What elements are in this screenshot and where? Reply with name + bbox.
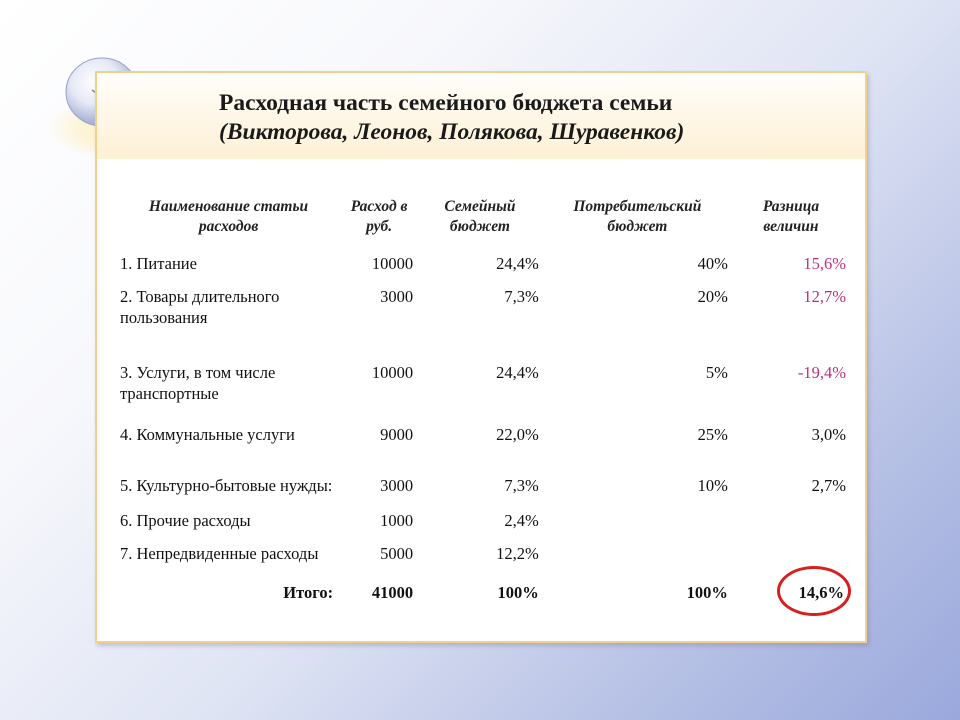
row-consumer-budget [543,502,732,537]
row-difference: 15,6% [803,254,846,273]
header-family-budget: Семейный бюджет [444,198,516,235]
row-difference: 12,7% [803,287,846,306]
row-family-budget: 24,4% [496,254,539,273]
title-line-1: Расходная часть семейного бюджета семьи [219,90,673,116]
total-row [116,570,850,609]
slide-title [219,89,849,147]
table-row [116,410,850,451]
table-row [116,247,850,280]
row-consumer-budget: 40% [697,254,728,273]
total-label: Итого: [283,583,334,602]
row-name: 2. Товары длительного пользования [120,287,280,327]
row-difference [732,502,850,537]
title-band [97,73,865,159]
row-consumer-budget: 25% [697,425,728,444]
table-row [116,537,850,570]
header-consumer-budget: Потребительский бюджет [573,198,702,235]
row-consumer-budget: 5% [705,363,728,382]
total-expense: 41000 [371,583,414,602]
row-family-budget: 12,2% [496,544,539,563]
table-row [116,280,850,334]
row-name: 3. Услуги, в том числе транспортные [120,363,276,403]
row-name: 4. Коммунальные услуги [120,425,295,444]
row-difference: 2,7% [811,476,846,495]
table-row [116,334,850,410]
row-expense: 3000 [380,287,414,306]
row-name: 5. Культурно-бытовые нужды: [120,476,333,495]
row-family-budget: 2,4% [504,511,539,530]
row-expense: 9000 [380,425,414,444]
header-difference: Разница величин [762,198,820,235]
row-expense: 10000 [371,363,414,382]
row-expense: 5000 [380,544,414,563]
row-consumer-budget [543,537,732,570]
row-difference [732,537,850,570]
total-difference-cell [732,570,850,609]
table-row [116,451,850,502]
total-family: 100% [497,583,539,602]
table-header-row [116,191,850,247]
row-name: 7. Непредвиденные расходы [120,544,319,563]
row-difference: -19,4% [797,363,846,382]
row-consumer-budget: 10% [697,476,728,495]
table-row [116,502,850,537]
header-name: Наименование статьи расходов [148,198,309,235]
row-expense: 10000 [371,254,414,273]
row-family-budget: 24,4% [496,363,539,382]
total-difference-circled [797,582,846,603]
total-difference: 14,6% [798,583,844,602]
total-consumer: 100% [686,583,728,602]
row-name: 6. Прочие расходы [120,511,251,530]
row-family-budget: 22,0% [496,425,539,444]
row-family-budget: 7,3% [504,476,539,495]
row-name: 1. Питание [120,254,197,273]
row-difference: 3,0% [811,425,846,444]
row-consumer-budget: 20% [697,287,728,306]
title-line-2: (Викторова, Леонов, Полякова, Шуравенков) [219,119,685,145]
row-expense: 3000 [380,476,414,495]
header-expense: Расход в руб. [350,198,408,235]
budget-table [116,191,850,609]
row-expense: 1000 [380,511,414,530]
row-family-budget: 7,3% [504,287,539,306]
